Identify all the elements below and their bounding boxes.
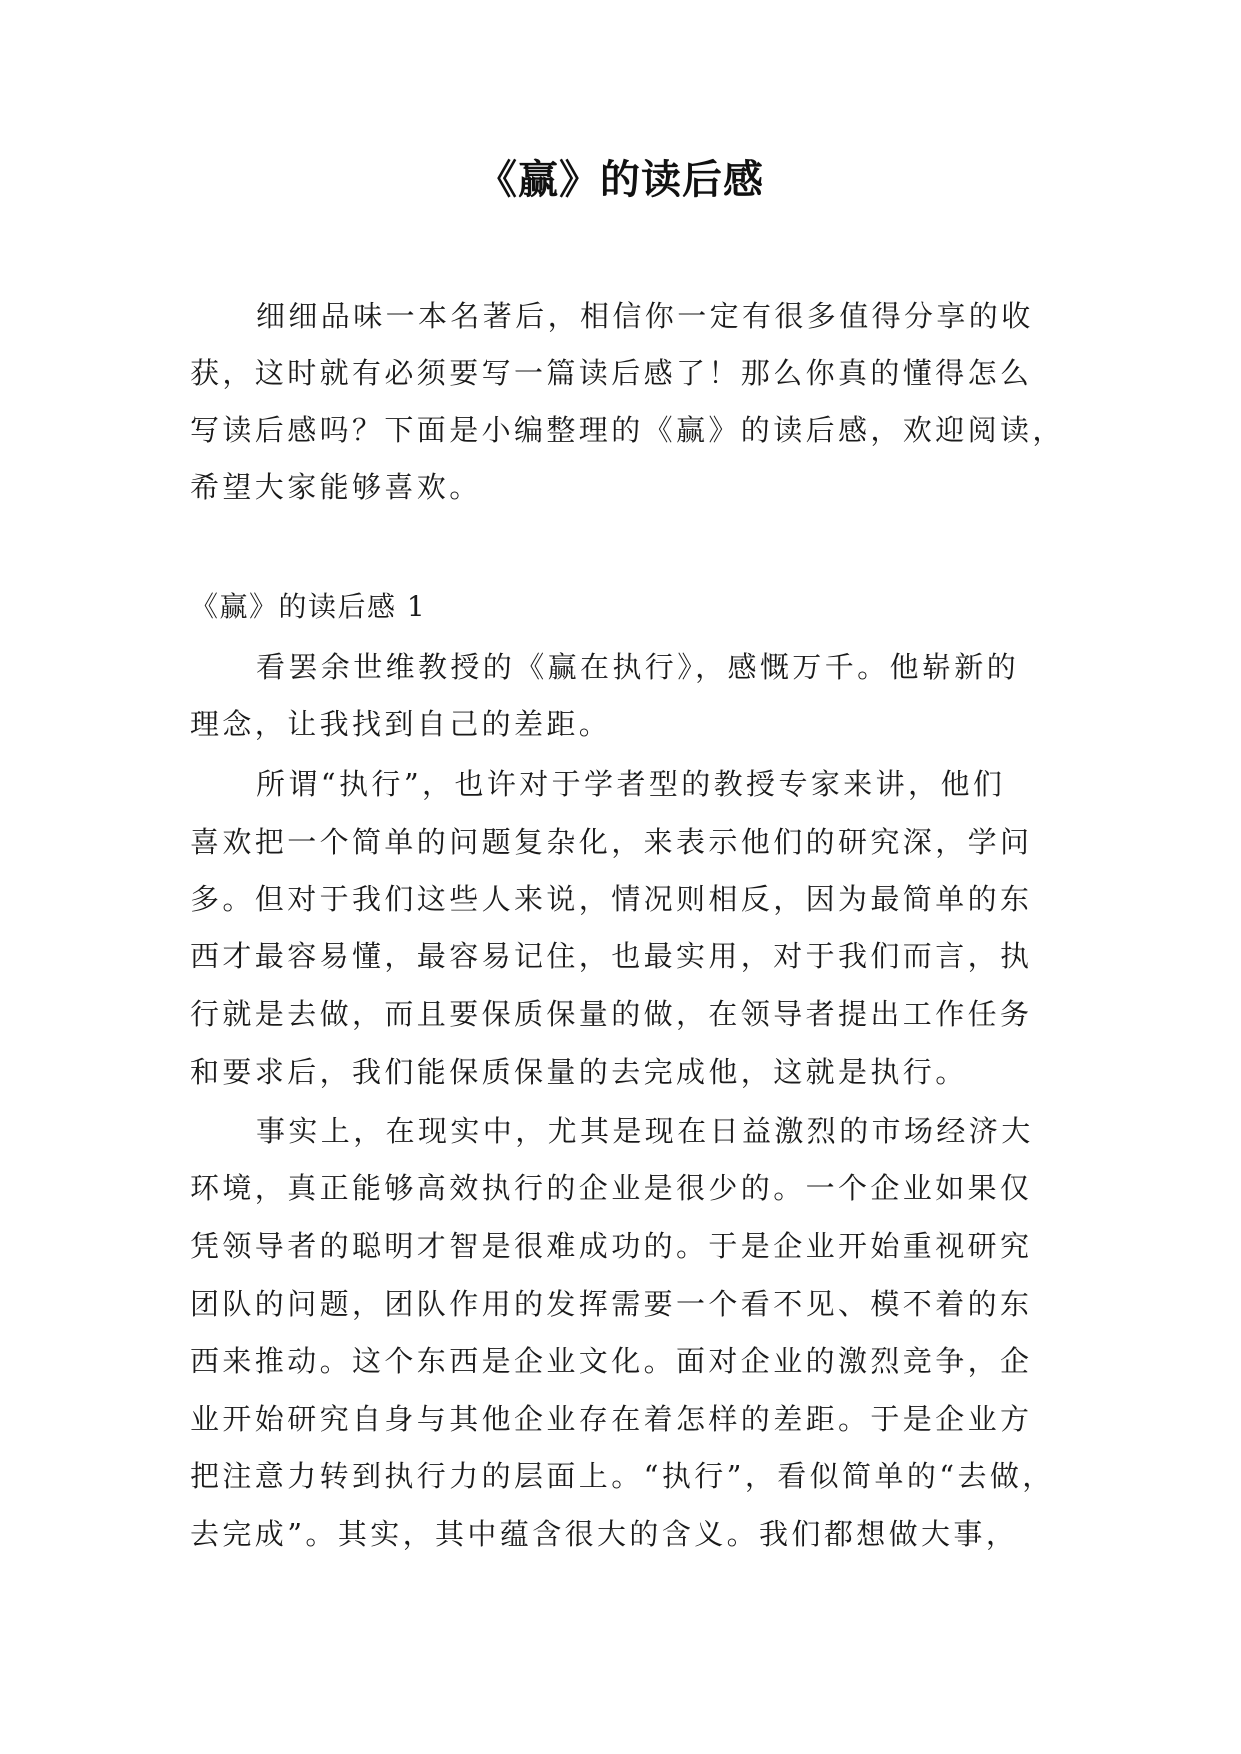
paragraph-line: 团队的问题，团队作用的发挥需要一个看不见、模不着的东 [190,1287,1033,1321]
paragraph-line: 去完成”。其实，其中蕴含很大的含义。我们都想做大事， [190,1517,1019,1551]
section-heading: 《赢》的读后感 1 [190,590,427,623]
intro-line: 写读后感吗？下面是小编整理的《赢》的读后感，欢迎阅读， [190,413,1065,447]
paragraph-line: 西来推动。这个东西是企业文化。面对企业的激烈竞争，企 [190,1344,1033,1378]
paragraph-line: 和要求后，我们能保质保量的去完成他，这就是执行。 [190,1055,968,1089]
intro-line: 细细品味一本名著后，相信你一定有很多值得分享的收 [256,299,1034,333]
paragraph-line: 喜欢把一个简单的问题复杂化，来表示他们的研究深，学问 [190,825,1033,859]
paragraph-line: 环境，真正能够高效执行的企业是很少的。一个企业如果仅 [190,1171,1033,1205]
paragraph-line: 理念，让我找到自己的差距。 [190,707,612,741]
paragraph-line: 业开始研究自身与其他企业存在着怎样的差距。于是企业方 [190,1402,1033,1436]
intro-line: 获，这时就有必须要写一篇读后感了！那么你真的懂得怎么 [190,356,1033,390]
paragraph-line: 凭领导者的聪明才智是很难成功的。于是企业开始重视研究 [190,1229,1033,1263]
paragraph-line: 西才最容易懂，最容易记住，也最实用，对于我们而言，执 [190,939,1033,973]
paragraph-line: 行就是去做，而且要保质保量的做，在领导者提出工作任务 [190,997,1033,1031]
paragraph-line: 多。但对于我们这些人来说，情况则相反，因为最简单的东 [190,882,1033,916]
paragraph-line: 事实上，在现实中，尤其是现在日益激烈的市场经济大 [256,1114,1034,1148]
document-title: 《赢》的读后感 [477,157,764,203]
intro-line: 希望大家能够喜欢。 [190,470,482,504]
paragraph-line: 看罢余世维教授的《赢在执行》，感慨万千。他崭新的 [256,650,1020,684]
paragraph-line: 把注意力转到执行力的层面上。“执行”，看似简单的“去做， [190,1459,1055,1493]
paragraph-line: 所谓“执行”，也许对于学者型的教授专家来讲，他们 [256,767,1006,801]
